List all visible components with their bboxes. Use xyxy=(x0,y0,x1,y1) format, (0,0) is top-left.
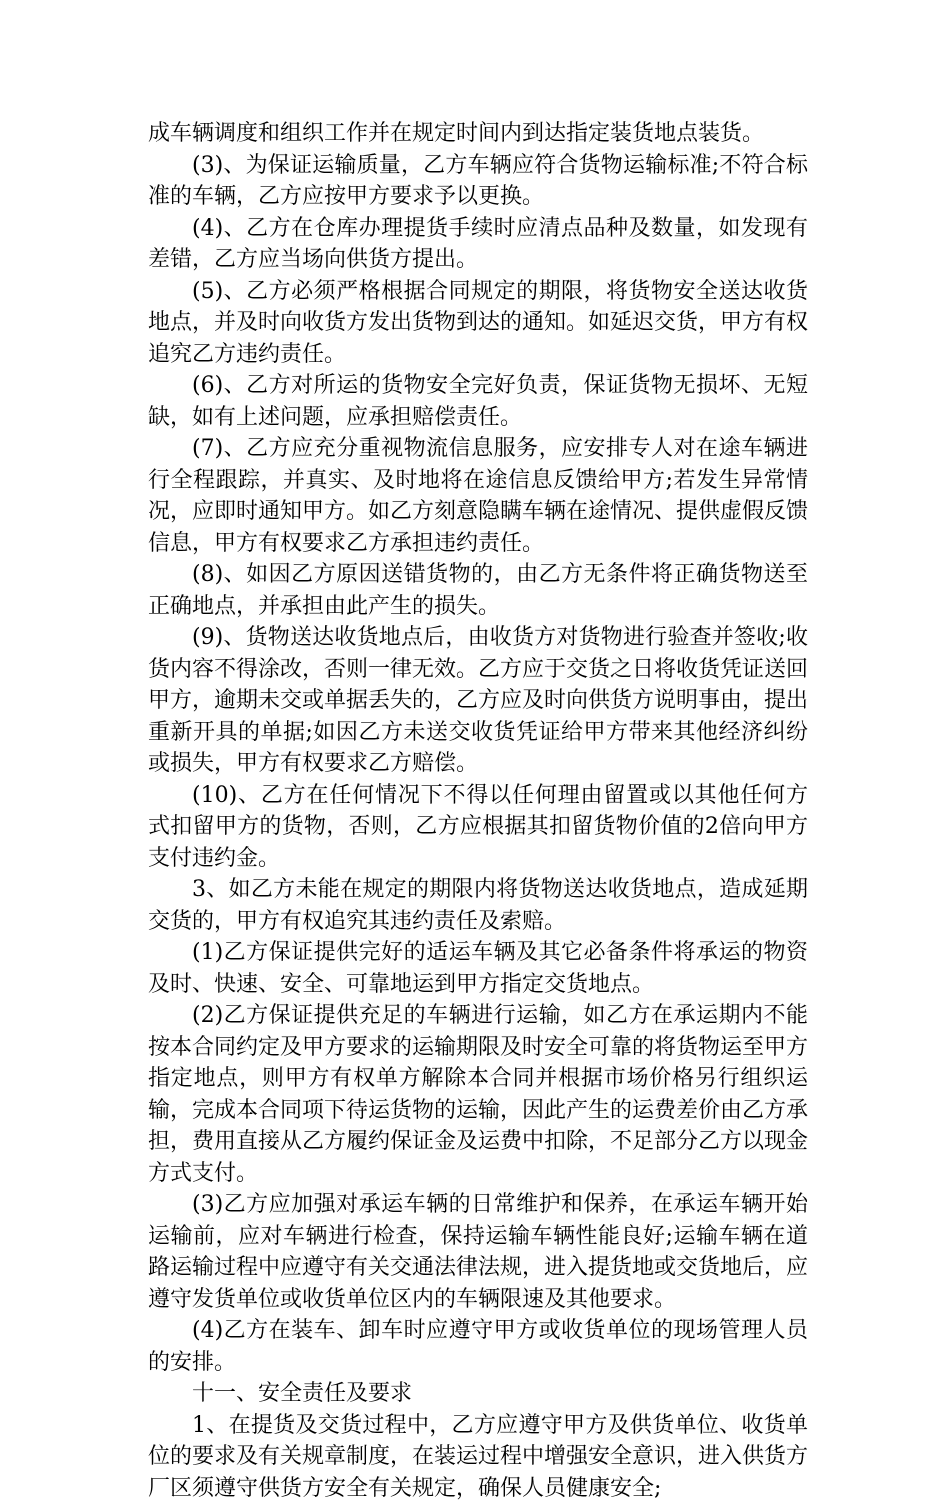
section-heading-safety: 十一、安全责任及要求 xyxy=(148,1378,808,1410)
clause-6-cargo-safety: (6)、乙方对所运的货物安全完好负责，保证货物无损坏、无短缺，如有上述问题，应承担赔偿责任。 xyxy=(148,370,808,433)
sub-clause-2-sufficient-vehicles: (2)乙方保证提供充足的车辆进行运输，如乙方在承运期内不能按本合同约定及甲方要求的运输期限及时安全可靠的将货物运至甲方指定地点，则甲方有权单方解除本合同并根据市场价格另行组织运输，完成本合同项下待运货物的运输，因此产生的运费差价由乙方承担，费用直接从乙方履约保证金及运费中扣除，不足部分乙方以现金方式支付。 xyxy=(148,1000,808,1189)
clause-10-no-detention: (10)、乙方在任何情况下不得以任何理由留置或以其他任何方式扣留甲方的货物，否则，乙方应根据其扣留货物价值的2倍向甲方支付违约金。 xyxy=(148,780,808,875)
document-body xyxy=(148,118,808,1504)
sub-clause-1-vehicle-provision: (1)乙方保证提供完好的适运车辆及其它必备条件将承运的物资及时、快速、安全、可靠地运到甲方指定交货地点。 xyxy=(148,937,808,1000)
paragraph-continuation: 成车辆调度和组织工作并在规定时间内到达指定装货地点装货。 xyxy=(148,118,808,150)
sub-clause-3-maintenance: (3)乙方应加强对承运车辆的日常维护和保养，在承运车辆开始运输前，应对车辆进行检查，保持运输车辆性能良好;运输车辆在道路运输过程中应遵守有关交通法律法规，进入提货地或交货地后，应遵守发货单位或收货单位区内的车辆限速及其他要求。 xyxy=(148,1189,808,1315)
sub-clause-4-loading-rules: (4)乙方在装车、卸车时应遵守甲方或收货单位的现场管理人员的安排。 xyxy=(148,1315,808,1378)
safety-clause-1: 1、在提货及交货过程中，乙方应遵守甲方及供货单位、收货单位的要求及有关规章制度，在装运过程中增强安全意识，进入供货方厂区须遵守供货方安全有关规定，确保人员健康安全; xyxy=(148,1410,808,1504)
clause-3-vehicle-standard: (3)、为保证运输质量，乙方车辆应符合货物运输标准;不符合标准的车辆，乙方应按甲方要求予以更换。 xyxy=(148,150,808,213)
clause-9-receipt-signing: (9)、货物送达收货地点后，由收货方对货物进行验查并签收;收货内容不得涂改，否则一律无效。乙方应于交货之日将收货凭证送回甲方，逾期未交或单据丢失的，乙方应及时向供货方说明事由，提出重新开具的单据;如因乙方未送交收货凭证给甲方带来其他经济纠纷或损失，甲方有权要求乙方赔偿。 xyxy=(148,622,808,780)
clause-8-wrong-delivery: (8)、如因乙方原因送错货物的，由乙方无条件将正确货物送至正确地点，并承担由此产生的损失。 xyxy=(148,559,808,622)
clause-4-warehouse-check: (4)、乙方在仓库办理提货手续时应清点品种及数量，如发现有差错，乙方应当场向供货方提出。 xyxy=(148,213,808,276)
clause-5-delivery-deadline: (5)、乙方必须严格根据合同规定的期限，将货物安全送达收货地点，并及时向收货方发出货物到达的通知。如延迟交货，甲方有权追究乙方违约责任。 xyxy=(148,276,808,371)
clause-7-logistics-tracking: (7)、乙方应充分重视物流信息服务，应安排专人对在途车辆进行全程跟踪，并真实、及时地将在途信息反馈给甲方;若发生异常情况，应即时通知甲方。如乙方刻意隐瞒车辆在途情况、提供虚假反馈信息，甲方有权要求乙方承担违约责任。 xyxy=(148,433,808,559)
article-3-late-delivery: 3、如乙方未能在规定的期限内将货物送达收货地点，造成延期交货的，甲方有权追究其违约责任及索赔。 xyxy=(148,874,808,937)
